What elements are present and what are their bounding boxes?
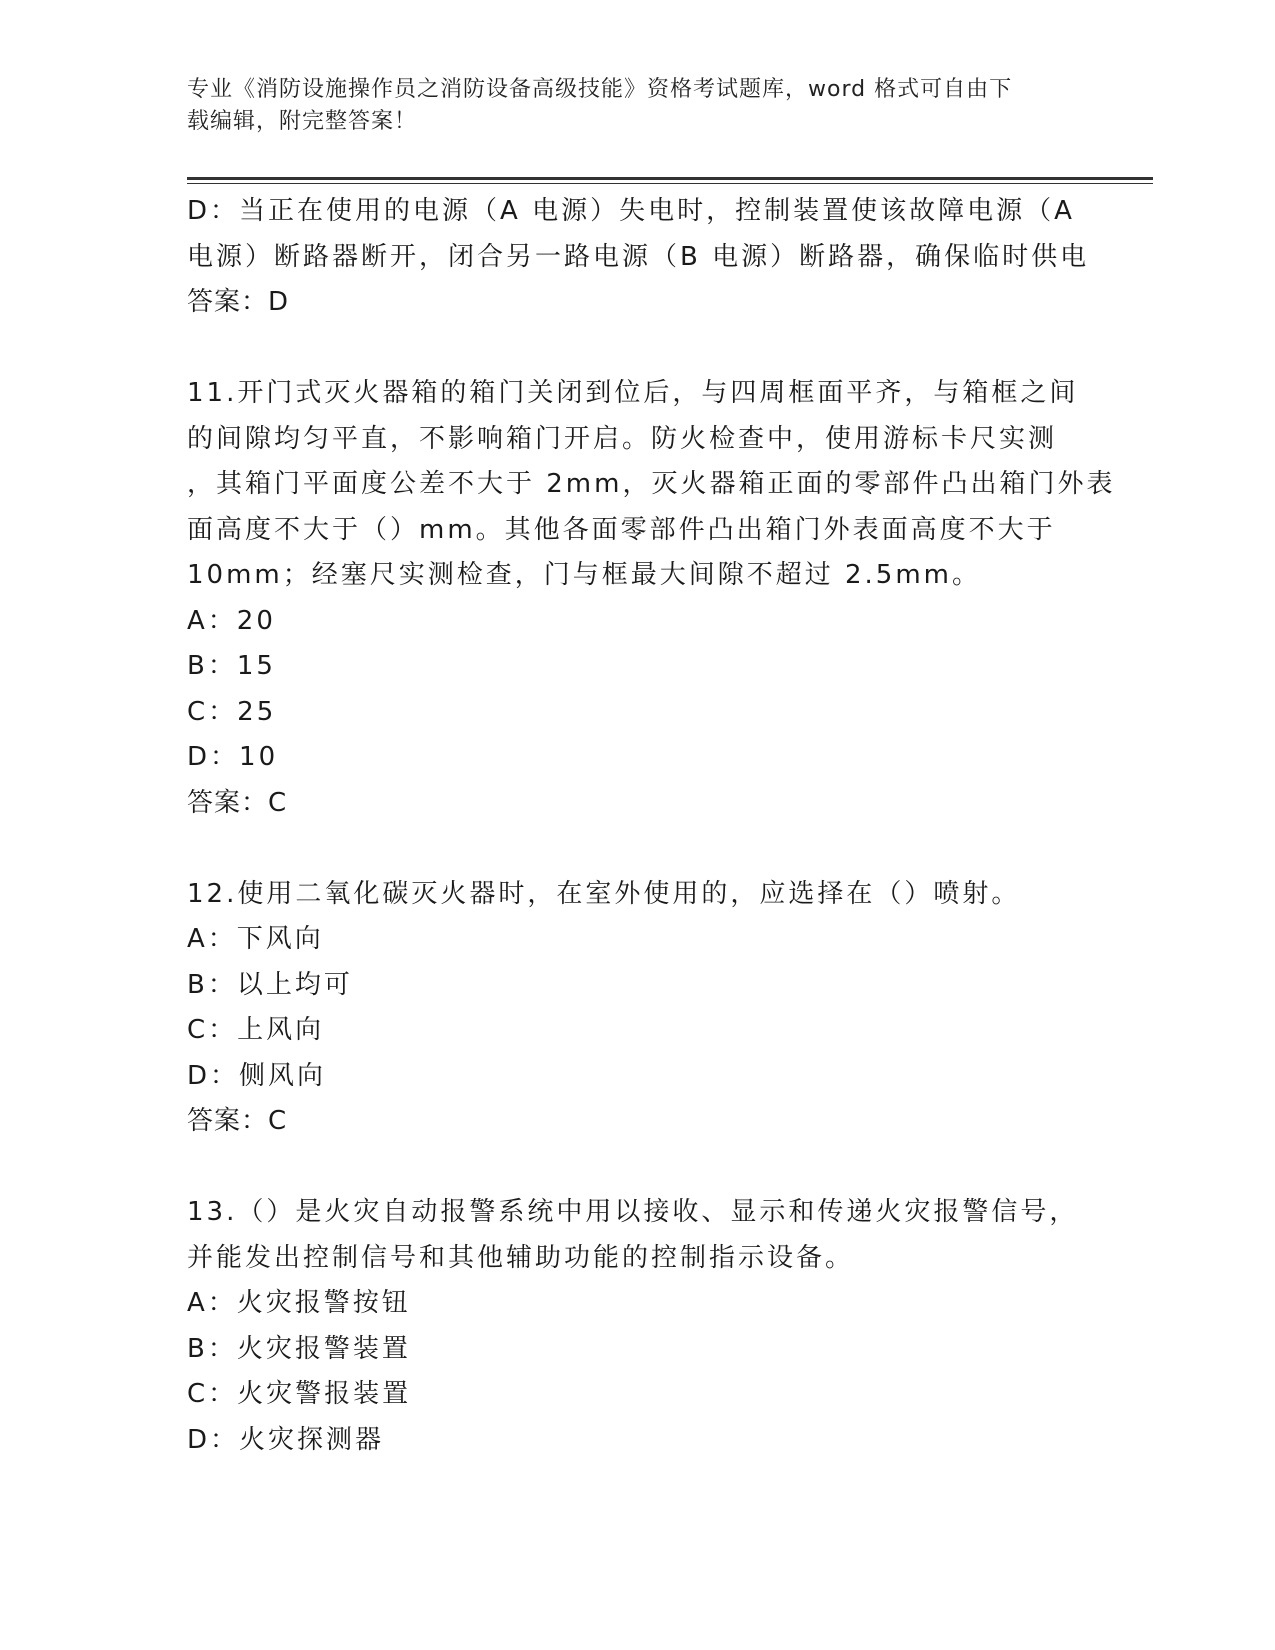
option-d: D：10 — [187, 742, 279, 772]
previous-question-tail — [187, 189, 1090, 326]
option-a: A：20 — [187, 605, 276, 636]
answer: 答案：C — [187, 1106, 288, 1136]
option-d-line-2: 电源）断路器断开，闭合另一路电源（B 电源）断路器，确保临时供电 — [187, 241, 1090, 272]
answer: 答案：C — [187, 787, 288, 818]
question-stem-line: 13.（）是火灾自动报警系统中用以接收、显示和传递火灾报警信号， — [187, 1197, 1079, 1227]
question-stem-line: 11.开门式灭火器箱的箱门关闭到位后，与四周框面平齐，与箱框之间 — [187, 378, 1079, 408]
document-body — [187, 189, 1116, 1463]
option-c: C：25 — [187, 696, 277, 727]
question-stem-line: 10mm；经塞尺实测检查，门与框最大间隙不超过 2.5mm。 — [187, 560, 982, 590]
option-b: B：火灾报警装置 — [187, 1333, 411, 1364]
spacer — [187, 326, 1087, 372]
header-divider-thin — [187, 183, 1153, 184]
question-13 — [187, 1190, 1087, 1463]
spacer — [187, 1145, 1087, 1191]
header-line-2: 载编辑，附完整答案！ — [187, 109, 418, 134]
question-stem-line: 并能发出控制信号和其他辅助功能的控制指示设备。 — [187, 1242, 855, 1273]
page-header — [187, 74, 1067, 138]
question-11 — [187, 371, 1116, 826]
option-d: D：火灾探测器 — [187, 1424, 385, 1455]
question-stem-line: 的间隙均匀平直，不影响箱门开启。防火检查中，使用游标卡尺实测 — [187, 423, 1058, 454]
answer: 答案：D — [187, 287, 290, 317]
option-c: C：火灾警报装置 — [187, 1379, 412, 1409]
header-line-1: 专业《消防设施操作员之消防设备高级技能》资格考试题库，word 格式可自由下 — [187, 77, 1013, 102]
header-divider-thick — [187, 177, 1153, 180]
option-d-line-1: D：当正在使用的电源（A 电源）失电时，控制装置使该故障电源（A — [187, 196, 1075, 226]
option-b: B：15 — [187, 651, 276, 681]
question-stem-line: 12.使用二氧化碳灭火器时，在室外使用的，应选择在（）喷射。 — [187, 878, 1021, 909]
option-a: A：下风向 — [187, 924, 324, 954]
option-c: C：上风向 — [187, 1015, 325, 1045]
question-stem-line: ，其箱门平面度公差不大于 2mm，灭火器箱正面的零部件凸出箱门外表 — [187, 469, 1116, 499]
option-a: A：火灾报警按钮 — [187, 1288, 411, 1318]
question-12 — [187, 872, 1087, 1145]
option-b: B：以上均可 — [187, 969, 353, 1000]
option-d: D：侧风向 — [187, 1060, 327, 1091]
spacer — [187, 826, 1087, 872]
question-stem-line: 面高度不大于（）mm。其他各面零部件凸出箱门外表面高度不大于 — [187, 514, 1056, 545]
